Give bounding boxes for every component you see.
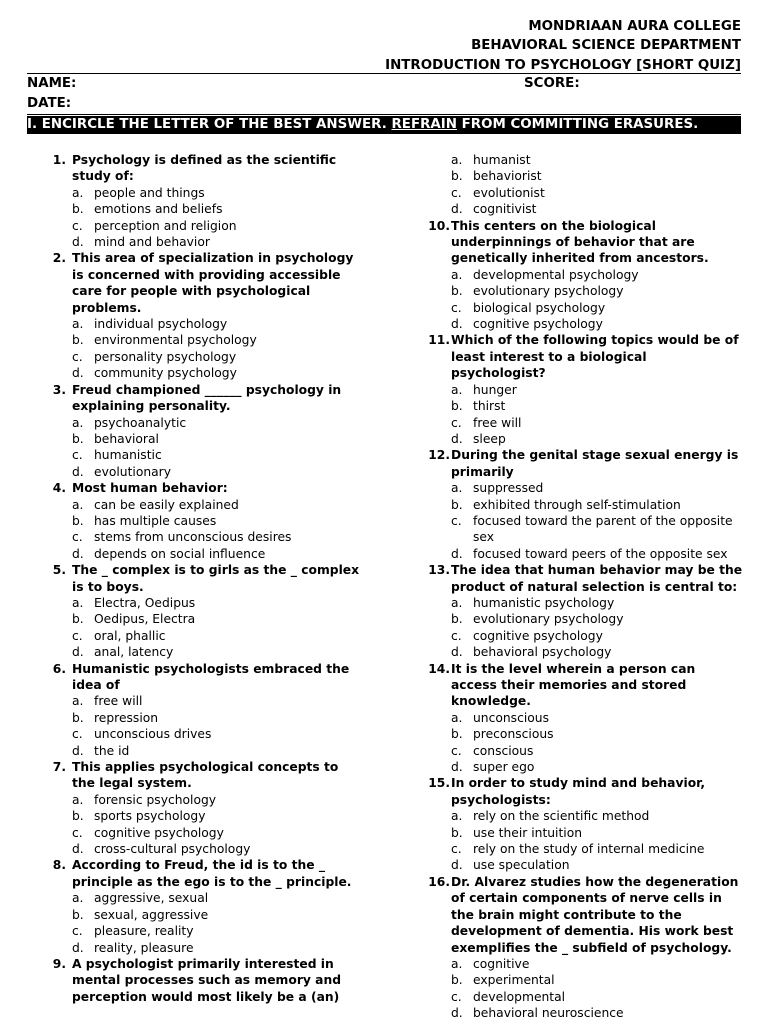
option-text: people and things	[94, 185, 205, 200]
option-text: unconscious	[473, 710, 549, 725]
option-text: thirst	[473, 399, 506, 414]
answer-option[interactable]	[424, 1005, 744, 1021]
answer-option[interactable]	[46, 611, 362, 627]
question-text: Dr. Alvarez studies how the degeneration of certain components of nerve cells in the brain might contribute to the development of dementia. His work best exemplifies the _ subfield of psychology.	[451, 874, 739, 955]
answer-option[interactable]	[46, 431, 362, 447]
question-number: 8.	[52, 858, 66, 873]
answer-option[interactable]	[424, 267, 744, 283]
option-text: oral, phallic	[94, 628, 166, 643]
option-letter: a.	[451, 809, 463, 824]
answer-option[interactable]	[46, 743, 362, 759]
option-letter: d.	[72, 546, 84, 561]
option-letter: b.	[451, 497, 463, 512]
header-divider	[27, 73, 741, 74]
option-text: behavioral neuroscience	[473, 1006, 624, 1021]
option-text: stems from unconscious desires	[94, 530, 292, 545]
answer-option[interactable]	[46, 513, 362, 529]
answer-option[interactable]	[424, 398, 744, 414]
question-text: According to Freud, the id is to the _ principle as the ego is to the _ principle.	[72, 858, 352, 889]
question-item	[424, 661, 744, 776]
option-text: environmental psychology	[94, 333, 257, 348]
question-stem	[424, 218, 744, 267]
question-item	[46, 250, 362, 381]
option-text: Electra, Oedipus	[94, 595, 196, 610]
option-text: evolutionary psychology	[473, 612, 624, 627]
question-number: 1.	[52, 153, 66, 167]
option-text: sports psychology	[94, 809, 206, 824]
option-text: the id	[94, 743, 130, 758]
option-text: super ego	[473, 760, 535, 775]
option-letter: d.	[72, 940, 84, 955]
question-text: During the genital stage sexual energy is primarily	[451, 448, 739, 479]
answer-option[interactable]	[424, 431, 744, 447]
instruction-banner	[27, 116, 741, 134]
answer-option[interactable]	[46, 644, 362, 660]
option-letter: c.	[72, 349, 83, 364]
option-letter: d.	[451, 317, 463, 332]
question-item	[424, 562, 744, 660]
option-letter: a.	[72, 595, 84, 610]
option-letter: c.	[72, 218, 83, 233]
answer-option[interactable]	[46, 415, 362, 431]
question-text: A psychologist primarily interested in mental processes such as memory and perception would most likely be a (an)	[72, 956, 342, 1004]
question-text: It is the level wherein a person can access their memories and stored knowledge.	[451, 661, 696, 709]
option-text: developmental psychology	[473, 267, 639, 282]
option-letter: c.	[72, 628, 83, 643]
option-text: anal, latency	[94, 645, 174, 660]
option-letter: c.	[72, 530, 83, 545]
option-text: focused toward peers of the opposite sex	[473, 546, 728, 561]
option-text: preconscious	[473, 727, 554, 742]
question-number: 15.	[428, 776, 450, 791]
option-letter: c.	[72, 727, 83, 742]
option-text: behavioral psychology	[473, 645, 612, 660]
question-stem	[424, 874, 744, 956]
option-text: rely on the study of internal medicine	[473, 842, 705, 857]
option-text: behavioral	[94, 431, 159, 446]
option-text: cognitive psychology	[94, 825, 224, 840]
answer-option[interactable]	[424, 415, 744, 431]
answer-option[interactable]	[424, 989, 744, 1005]
option-letter: b.	[451, 399, 463, 414]
question-number: 11.	[428, 333, 450, 348]
question-text: This applies psychological concepts to the legal system.	[72, 760, 339, 791]
question-item	[46, 857, 362, 955]
option-letter: a.	[72, 497, 84, 512]
option-letter: a.	[451, 956, 463, 971]
question-stem	[424, 447, 744, 480]
option-letter: c.	[72, 924, 83, 939]
document-header	[385, 17, 741, 75]
answer-option[interactable]	[46, 890, 362, 906]
answer-option[interactable]	[46, 628, 362, 644]
option-letter: b.	[451, 284, 463, 299]
answer-option[interactable]	[424, 726, 744, 742]
answer-option[interactable]	[424, 316, 744, 332]
question-stem	[424, 775, 744, 808]
answer-option[interactable]	[46, 808, 362, 824]
option-letter: d.	[72, 743, 84, 758]
answer-option[interactable]	[424, 825, 744, 841]
question-item	[46, 480, 362, 562]
answer-option[interactable]	[424, 497, 744, 513]
option-letter: b.	[451, 973, 463, 988]
question-number: 13.	[428, 563, 450, 578]
question-number: 14.	[428, 661, 450, 676]
question-number: 6.	[52, 661, 66, 676]
question-stem	[424, 661, 744, 710]
option-text: can be easily explained	[94, 497, 239, 512]
question-number: 16.	[428, 874, 450, 889]
option-text: Oedipus, Electra	[94, 612, 196, 627]
option-letter: a.	[451, 153, 463, 167]
question-text: Which of the following topics would be of least interest to a biological psychologist?	[451, 333, 739, 381]
option-text: repression	[94, 710, 159, 725]
answer-option[interactable]	[46, 792, 362, 808]
option-letter: d.	[72, 366, 84, 381]
option-letter: c.	[451, 989, 462, 1004]
question-item	[46, 956, 362, 1005]
answer-option[interactable]	[424, 644, 744, 660]
question-stem	[46, 956, 362, 1005]
question-number: 7.	[52, 760, 66, 775]
answer-option[interactable]	[424, 152, 744, 168]
question-stem	[424, 332, 744, 381]
question-stem	[424, 562, 744, 595]
college-name: MONDRIAAN AURA COLLEGE	[528, 19, 741, 34]
option-text: exhibited through self-stimulation	[473, 497, 681, 512]
option-letter: b.	[451, 727, 463, 742]
question-text: In order to study mind and behavior, psychologists:	[451, 776, 706, 807]
answer-option[interactable]	[424, 168, 744, 184]
question-text: The idea that human behavior may be the product of natural selection is central to:	[451, 563, 743, 594]
option-text: evolutionary	[94, 464, 171, 479]
question-item	[46, 152, 362, 250]
answer-option[interactable]	[424, 611, 744, 627]
answer-option[interactable]	[46, 497, 362, 513]
option-text: experimental	[473, 973, 555, 988]
option-text: cognitive	[473, 956, 530, 971]
question-item	[46, 562, 362, 660]
option-letter: a.	[72, 792, 84, 807]
option-text: cognitive psychology	[473, 628, 603, 643]
option-text: behaviorist	[473, 169, 542, 184]
option-letter: a.	[451, 481, 463, 496]
question-number: 12.	[428, 448, 450, 463]
option-text: cognitive psychology	[473, 317, 603, 332]
answer-option[interactable]	[424, 841, 744, 857]
left-question-column	[46, 152, 362, 1005]
score-label: SCORE:	[524, 76, 580, 91]
question-stem	[46, 562, 362, 595]
option-text: rely on the scientific method	[473, 809, 650, 824]
answer-option[interactable]	[424, 595, 744, 611]
answer-option[interactable]	[424, 628, 744, 644]
option-letter: b.	[72, 710, 84, 725]
option-text: free will	[473, 415, 522, 430]
fields-divider	[27, 114, 741, 115]
question-stem	[46, 857, 362, 890]
option-text: free will	[94, 694, 143, 709]
option-letter: b.	[72, 513, 84, 528]
option-text: biological psychology	[473, 300, 606, 315]
option-letter: c.	[451, 185, 462, 200]
option-letter: d.	[451, 1006, 463, 1021]
question-item	[424, 874, 744, 1022]
answer-option[interactable]	[46, 447, 362, 463]
option-text: humanistic psychology	[473, 595, 615, 610]
option-letter: b.	[72, 333, 84, 348]
option-letter: b.	[72, 202, 84, 217]
answer-option[interactable]	[424, 283, 744, 299]
option-letter: a.	[72, 185, 84, 200]
option-text: forensic psychology	[94, 792, 217, 807]
answer-option[interactable]	[46, 332, 362, 348]
answer-option[interactable]	[46, 710, 362, 726]
answer-option[interactable]	[424, 956, 744, 972]
question-stem	[46, 250, 362, 316]
option-letter: c.	[451, 300, 462, 315]
option-letter: d.	[451, 202, 463, 217]
answer-option[interactable]	[46, 825, 362, 841]
answer-option[interactable]	[424, 972, 744, 988]
answer-option[interactable]	[46, 464, 362, 480]
option-text: hunger	[473, 382, 517, 397]
option-letter: b.	[451, 612, 463, 627]
option-text: conscious	[473, 743, 534, 758]
question-number: 5.	[52, 563, 66, 578]
quiz-title: INTRODUCTION TO PSYCHOLOGY [SHORT QUIZ]	[385, 57, 741, 73]
option-letter: b.	[451, 169, 463, 184]
question-number: 9.	[52, 956, 66, 971]
answer-option[interactable]	[46, 218, 362, 234]
option-text: pleasure, reality	[94, 924, 194, 939]
answer-option[interactable]	[424, 743, 744, 759]
right-question-column	[424, 152, 744, 1022]
option-text: evolutionary psychology	[473, 284, 624, 299]
instruction-text-2: FROM COMMITTING ERASURES.	[456, 117, 699, 132]
question-item	[424, 447, 744, 562]
question-text: Most human behavior:	[72, 481, 228, 496]
question-number: 2.	[52, 251, 66, 266]
option-letter: a.	[451, 382, 463, 397]
option-text: aggressive, sexual	[94, 891, 209, 906]
question-text: This area of specialization in psychology is concerned with providing accessible care for people with psychological problems.	[72, 251, 354, 315]
option-letter: a.	[451, 595, 463, 610]
answer-option[interactable]	[46, 365, 362, 381]
answer-option[interactable]	[424, 808, 744, 824]
question-stem	[46, 152, 362, 185]
option-letter: c.	[72, 825, 83, 840]
answer-option[interactable]	[424, 546, 744, 562]
answer-option[interactable]	[46, 841, 362, 857]
question-item	[424, 218, 744, 333]
option-text: humanist	[473, 153, 531, 167]
option-letter: c.	[72, 448, 83, 463]
question-text: The _ complex is to girls as the _ complex is to boys.	[72, 563, 360, 594]
answer-option[interactable]	[424, 857, 744, 873]
question-item	[46, 759, 362, 857]
answer-option[interactable]	[46, 349, 362, 365]
option-letter: b.	[72, 612, 84, 627]
option-text: perception and religion	[94, 218, 237, 233]
option-letter: d.	[72, 464, 84, 479]
answer-option[interactable]	[46, 907, 362, 923]
option-text: focused toward the parent of the opposite sex	[473, 513, 733, 545]
option-letter: c.	[451, 743, 462, 758]
option-letter: a.	[72, 317, 84, 332]
question-text: Humanistic psychologists embraced the idea of	[72, 661, 350, 692]
option-text: evolutionist	[473, 185, 545, 200]
question-text: Psychology is defined as the scientific study of:	[72, 153, 337, 184]
question-number: 10.	[428, 218, 450, 233]
option-letter: d.	[451, 546, 463, 561]
answer-option[interactable]	[46, 546, 362, 562]
option-letter: a.	[451, 710, 463, 725]
question-number: 4.	[52, 481, 66, 496]
question-stem	[46, 759, 362, 792]
answer-option[interactable]	[424, 201, 744, 217]
option-letter: c.	[451, 415, 462, 430]
question-text: This centers on the biological underpinnings of behavior that are genetically inherited from ancestors.	[451, 218, 709, 266]
option-letter: d.	[72, 235, 84, 250]
option-text: use their intuition	[473, 825, 583, 840]
option-text: humanistic	[94, 448, 162, 463]
option-text: depends on social influence	[94, 546, 266, 561]
question-item	[424, 152, 744, 218]
instruction-underlined-word: REFRAIN	[391, 117, 457, 132]
option-text: cross-cultural psychology	[94, 842, 251, 857]
answer-option[interactable]	[424, 759, 744, 775]
option-text: community psychology	[94, 366, 237, 381]
question-stem	[46, 382, 362, 415]
option-letter: c.	[451, 513, 462, 528]
answer-option[interactable]	[46, 940, 362, 956]
option-text: use speculation	[473, 858, 570, 873]
option-letter: d.	[72, 842, 84, 857]
question-item	[46, 661, 362, 759]
option-letter: a.	[451, 267, 463, 282]
option-text: psychoanalytic	[94, 415, 187, 430]
option-text: sleep	[473, 431, 506, 446]
option-letter: b.	[451, 825, 463, 840]
answer-option[interactable]	[46, 201, 362, 217]
option-text: emotions and beliefs	[94, 202, 223, 217]
name-label: NAME:	[27, 76, 77, 91]
option-letter: b.	[72, 809, 84, 824]
option-text: reality, pleasure	[94, 940, 194, 955]
option-letter: d.	[451, 760, 463, 775]
department-name: BEHAVIORAL SCIENCE DEPARTMENT	[471, 38, 741, 54]
option-text: sexual, aggressive	[94, 907, 209, 922]
question-item	[424, 775, 744, 873]
option-letter: c.	[451, 842, 462, 857]
option-letter: d.	[451, 431, 463, 446]
option-text: personality psychology	[94, 349, 237, 364]
answer-option[interactable]	[46, 726, 362, 742]
option-letter: b.	[72, 907, 84, 922]
answer-option[interactable]	[424, 480, 744, 496]
option-letter: a.	[72, 415, 84, 430]
option-letter: b.	[72, 431, 84, 446]
instruction-text-1: I. ENCIRCLE THE LETTER OF THE BEST ANSWER.	[27, 117, 392, 132]
option-text: individual psychology	[94, 317, 228, 332]
answer-option[interactable]	[424, 513, 744, 546]
option-letter: c.	[451, 628, 462, 643]
option-letter: d.	[72, 645, 84, 660]
question-stem	[46, 480, 362, 496]
option-text: cognitivist	[473, 202, 537, 217]
question-stem	[46, 661, 362, 694]
option-letter: d.	[451, 858, 463, 873]
option-letter: a.	[72, 891, 84, 906]
answer-option[interactable]	[46, 234, 362, 250]
option-text: has multiple causes	[94, 513, 217, 528]
answer-option[interactable]	[46, 529, 362, 545]
answer-option[interactable]	[424, 300, 744, 316]
answer-option[interactable]	[46, 923, 362, 939]
date-label: DATE:	[27, 96, 72, 111]
question-item	[424, 332, 744, 447]
option-text: unconscious drives	[94, 727, 212, 742]
option-letter: d.	[451, 645, 463, 660]
answer-option[interactable]	[46, 595, 362, 611]
answer-option[interactable]	[46, 316, 362, 332]
answer-option[interactable]	[46, 185, 362, 201]
answer-option[interactable]	[424, 382, 744, 398]
option-letter: a.	[72, 694, 84, 709]
option-text: mind and behavior	[94, 235, 210, 250]
answer-option[interactable]	[424, 185, 744, 201]
option-text: developmental	[473, 989, 566, 1004]
answer-option[interactable]	[424, 710, 744, 726]
question-item	[46, 382, 362, 480]
answer-option[interactable]	[46, 693, 362, 709]
question-text: Freud championed ______ psychology in explaining personality.	[72, 382, 342, 414]
option-text: suppressed	[473, 481, 544, 496]
question-number: 3.	[52, 382, 66, 397]
